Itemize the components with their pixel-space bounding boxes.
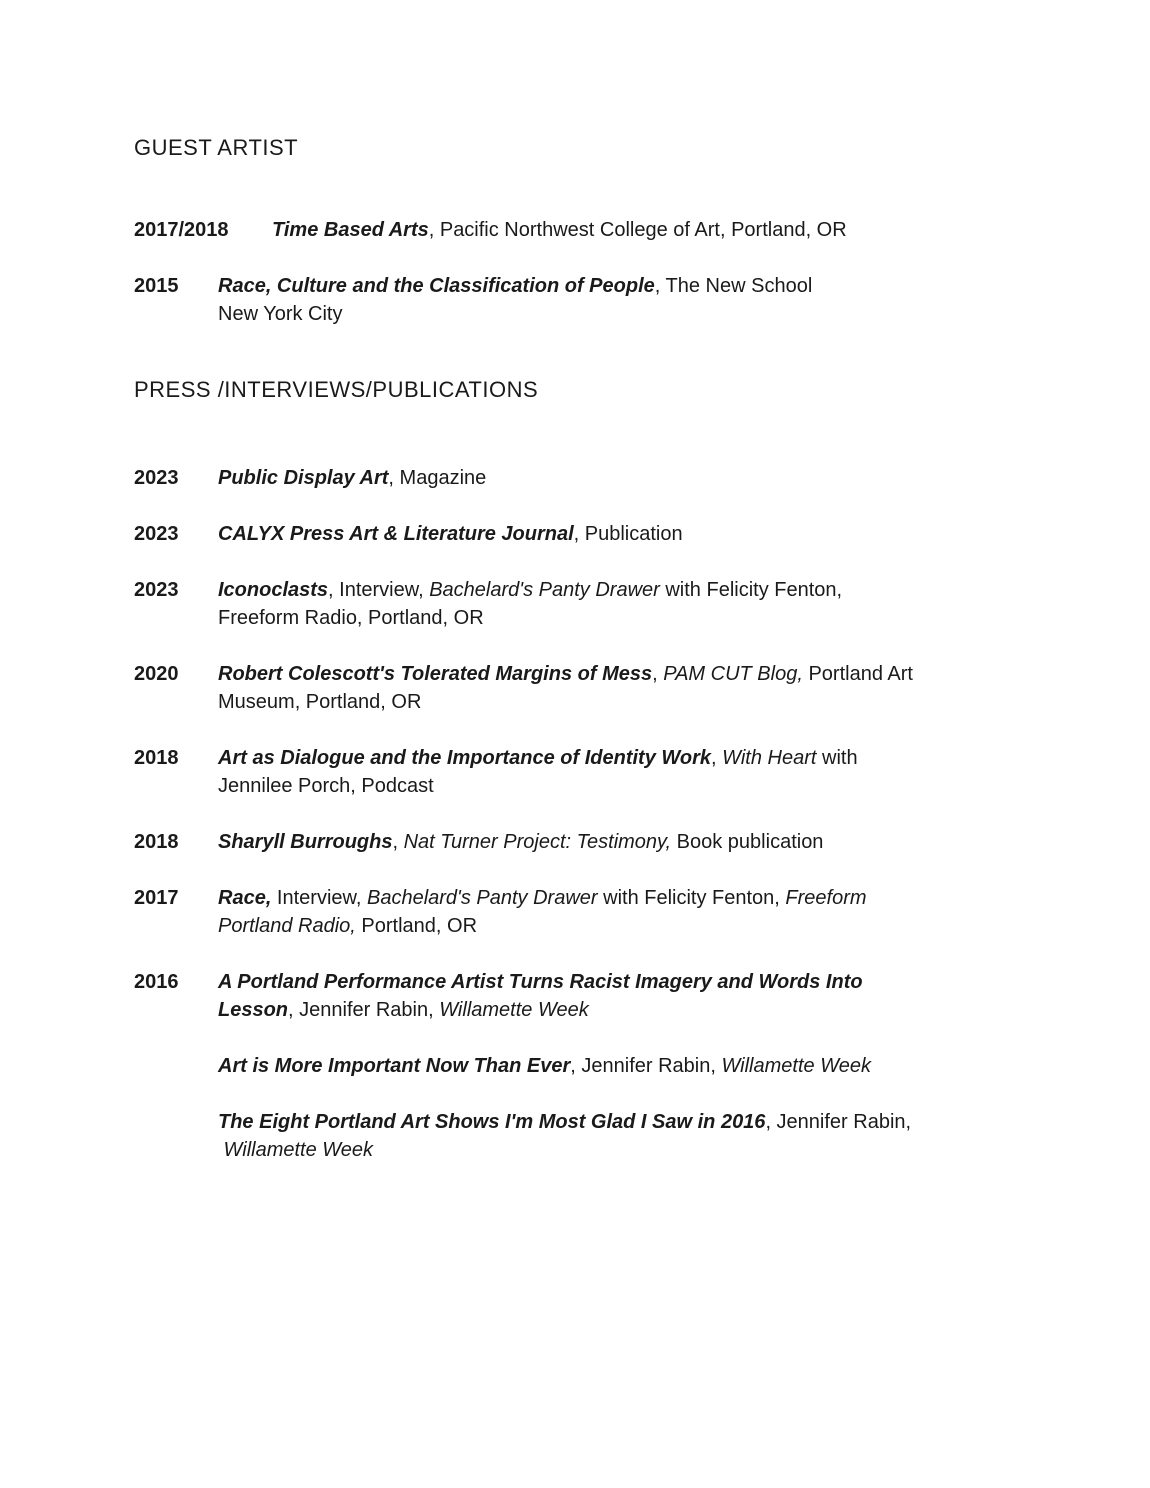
entry-line: Iconoclasts, Interview, Bachelard's Panty Drawer with Felicity Fenton, [218,579,843,601]
entry-line: The Eight Portland Art Shows I'm Most Glad I Saw in 2016, Jennifer Rabin, [218,1111,912,1133]
entry-year: 2016 [134,971,179,993]
entry-line: Time Based Arts, Pacific Northwest College of Art, Portland, OR [272,219,847,241]
entry-year: 2023 [134,579,179,601]
entry-text [218,884,1090,940]
entry-text [218,1052,1090,1080]
entry-year: 2020 [134,663,179,685]
entry-text [218,968,1090,1024]
entry-text [272,216,1090,244]
section-guest-artist [134,134,1090,328]
entry-line: Portland Radio, Portland, OR [218,915,478,937]
entry-line: Freeform Radio, Portland, OR [218,607,484,629]
entry-year: 2018 [134,747,179,769]
entry-line: Public Display Art, Magazine [218,467,487,489]
entry-line: New York City [218,303,343,325]
section-heading: PRESS /INTERVIEWS/PUBLICATIONS [134,377,539,402]
entry-line: Race, Culture and the Classification of People, The New School [218,275,813,297]
entry [134,576,1090,632]
entry-line: CALYX Press Art & Literature Journal, Publication [218,523,683,545]
section-heading: GUEST ARTIST [134,135,299,160]
entry-text [218,660,1090,716]
entry-line: Art as Dialogue and the Importance of Identity Work, With Heart with [218,747,858,769]
entry-line: Art is More Important Now Than Ever, Jennifer Rabin, Willamette Week [218,1055,871,1077]
entry-line: Jennilee Porch, Podcast [218,775,434,797]
entry-year: 2018 [134,831,179,853]
section-press-interviews-publications [134,376,1090,1164]
entry [134,216,1090,244]
entry-text [218,1108,1090,1164]
entry [134,272,1090,328]
entry [134,1108,1090,1164]
entry [134,744,1090,800]
entry [134,968,1090,1024]
entry [134,1052,1090,1080]
entry-line: Willamette Week [218,1139,374,1161]
entry-line: Museum, Portland, OR [218,691,422,713]
entry [134,520,1090,548]
entry [134,884,1090,940]
entry-year: 2015 [134,275,179,297]
entry-year: 2017/2018 [134,219,229,241]
entry-line: Sharyll Burroughs, Nat Turner Project: Testimony, Book publication [218,831,824,853]
entry-year: 2023 [134,523,179,545]
entry-text [218,272,1090,328]
entry-text [218,828,1090,856]
entry-line: Race, Interview, Bachelard's Panty Drawer with Felicity Fenton, Freeform [218,887,867,909]
entry-year: 2017 [134,887,179,909]
entry-text [218,520,1090,548]
entry [134,464,1090,492]
entry-text [218,576,1090,632]
resume-content [134,134,1090,1164]
entry-text [218,464,1090,492]
entry-line: Lesson, Jennifer Rabin, Willamette Week [218,999,589,1021]
entry [134,828,1090,856]
entry [134,660,1090,716]
entry-line: Robert Colescott's Tolerated Margins of Mess, PAM CUT Blog, Portland Art [218,663,913,685]
entry-year: 2023 [134,467,179,489]
entry-line: A Portland Performance Artist Turns Racist Imagery and Words Into [218,971,863,993]
entry-text [218,744,1090,800]
